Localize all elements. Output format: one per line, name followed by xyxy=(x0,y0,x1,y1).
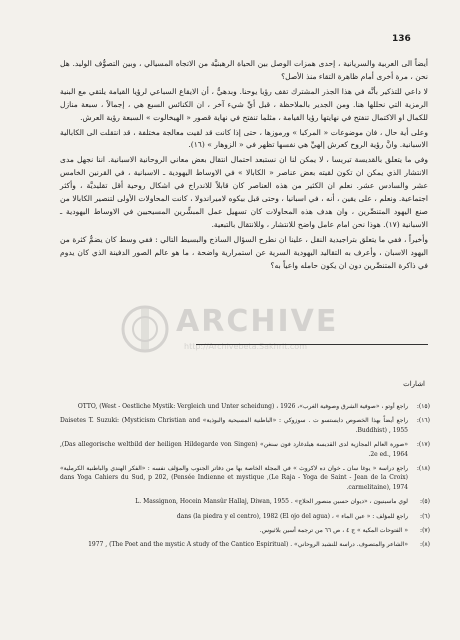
body-text xyxy=(60,58,428,275)
footnote-number: (٥): xyxy=(420,498,430,506)
archive-watermark xyxy=(110,298,339,368)
page-number: 136 xyxy=(392,34,411,44)
footnote-text: راجع دراسة « يوغا سان ـ خوان ده لاكروث » في المجلة الخاصة بها من دفاتر الجنوب والمؤلف نفسه : «الفكر الهندي والباطنية الكرملية» (Le Raja - Yoga de Saint - Jean de la Croix), dans Yoga Cahiers du Sud, p 202, (Pensée Indienne et mystique carmelitaine), 1974. xyxy=(60,465,409,491)
paragraph: وعلى أية حال ، فان موضوعات « المركبا » ورموزها ، حتى إذا كانت قد لقيت معالجة مختلفة ، قد انتقلت الى الكابالية الاسبانية. وانَّ رؤية الروح كعرش إلهيِّ هي نفسها تظهر في « الزوهار » (١٦). xyxy=(60,127,428,150)
footnote-text: « الفتوحات المكية » ج ٤ ، ص ٦٦ من ترجمة أسين بلاثيوس. xyxy=(259,527,408,535)
footnote-number: (١٥): xyxy=(416,403,430,410)
footnote-divider xyxy=(196,344,428,345)
paragraph: وفي ما يتعلق بالقديسة تيريسا ، لا يمكن لنا ان نستبعد احتمال انتقال بعض معاني الروحانية الاسبانية. اننا نجهل مدى الانتشار الذي يمكن ان تكون لقيته بعض عناصر « الكابالا » في الاوساط اليهودية ـ الاسبانية ، في القرنين الخامس عشر والسادس عشر. نعلم ان الكثير من هذه العناصر كان قابلاً للاندراج في اشكال روحية أقل تقليديَّة ، وأكثر اجتماعية. ونعلم ، على يقين ، أنه ، في اسبانيا ، وحتى قبل بيكوه لاميراندولا ، كانت المحاولات الأولى لتنصير الكابالا من صنع اليهود المتنصِّرين ، وان هدف هذه المحاولات كان تسهيل عمل المبشِّرين المسيحيين في الاوساط اليهودية ـ الاسبانية (١٧). هوذا نحن امام عامل واضح للانتشار ، وللانتقال بالتبعية. xyxy=(60,155,428,229)
watermark-word: ARCHIVE xyxy=(176,304,339,339)
footnote-number: (١٦): xyxy=(416,417,430,425)
notes-heading: اشارات xyxy=(403,380,425,388)
footnote-text: «صورة العالم المجازية لدى القديسة هيلدغارد فون سنغن» (Das allegorische weltbild der heiligen Hildegarde von Singen), 2e ed., 1964. xyxy=(60,441,408,458)
footnote-text: راجع للمؤلف : « عين الماء » ، (El ojo del agua) dans (la piedra y el centro), 1982 xyxy=(176,512,408,520)
footnote-text: «الشاعر والمتصوف. دراسة للنشيد الروحاني» . (The Poet and the mystic A study of the Cantico Espiritual) , 1977 xyxy=(88,541,408,549)
footnote xyxy=(60,526,430,535)
footnote-text: راجع أوتو ، «صوفية الشرق وصوفية الغرب»، 1926 ، OTTO, (West - Oestliche Mystik: Vergleich und Unter scheidung) xyxy=(77,403,408,410)
footnote xyxy=(60,440,430,459)
footnote xyxy=(60,464,430,492)
footnote-number: (٧): xyxy=(420,527,430,535)
footnote xyxy=(60,497,430,506)
footnote xyxy=(60,540,430,549)
paragraph: وأخيراً ، ففي ما يتعلق بتراجيدية النقل ، علينا ان نطرح السؤال الساذج والبسيط التالي : ففي وسط كان يضمُّ كثرة من اليهود الاسبان ، وأعرف به التقاليد اليهودية السرية عن استمرارية واضحة ، ما هو عالم الصور الدفينة الذي كان يدوم في ذاكرة المتنصِّرين دون ان يكون حامله واعياً به؟ xyxy=(60,234,428,270)
watermark-url: http://Archivebeta.Sakhrit.com xyxy=(184,342,307,351)
paragraph: أيضاً الى العربية والسريانية ، إحدى همزات الوصل بين الحياة الرهبنيَّة من الاتجاه المسيالي ، وبين التصوُّف الوليد. هل نحن ، مرة أخرى أمام ظاهرة التقاء منذ الأصل؟ xyxy=(60,59,428,81)
footnote-number: (١٨): xyxy=(416,465,430,473)
footnote-number: (٨): xyxy=(420,541,430,549)
footnote-number: (٦): xyxy=(420,512,430,520)
footnote-text: لوي ماسينيون ، «ديوان حسين منصور الحلاج» . L. Massignon, Hocein Mansûr Hallaj, Diwan, 1955 xyxy=(135,498,408,506)
footnote xyxy=(60,512,430,521)
archive-emblem-icon xyxy=(120,304,170,354)
footnote-text: راجع أيضاً بهذا الخصوص دايستسو ت . سوزوكي : «الباطنية المسيحية والبوذية» Daisetes T. Suzuki: (Mysticism Christian and Buddhist) , 1955. xyxy=(60,417,409,434)
footnotes xyxy=(60,402,430,555)
footnote-number: (١٧): xyxy=(416,441,430,449)
footnote xyxy=(60,402,430,411)
paragraph: لا داعي للتذكير بأنَّه في هذا الجذر المشترك تقف رؤيا يوحنا. وبدهيٌّ ، أن الايقاع السباعي لرؤيا القيامة يلتقي مع البنية الرمزية التي نحللها هنا. ومن الجدير بالملاحظة ، قبل أيِّ شيء آخر ، ان الكنائس السبع هي ، إجمالاً ، سبعة منازل للكمال او الاكتمال تنفتح في نهايتها رؤيا القيامة ، مثلما تنفتح في نهاية قصور « الهيخالوت » السبعة رؤية العرش. xyxy=(60,86,428,122)
footnote xyxy=(60,416,430,435)
